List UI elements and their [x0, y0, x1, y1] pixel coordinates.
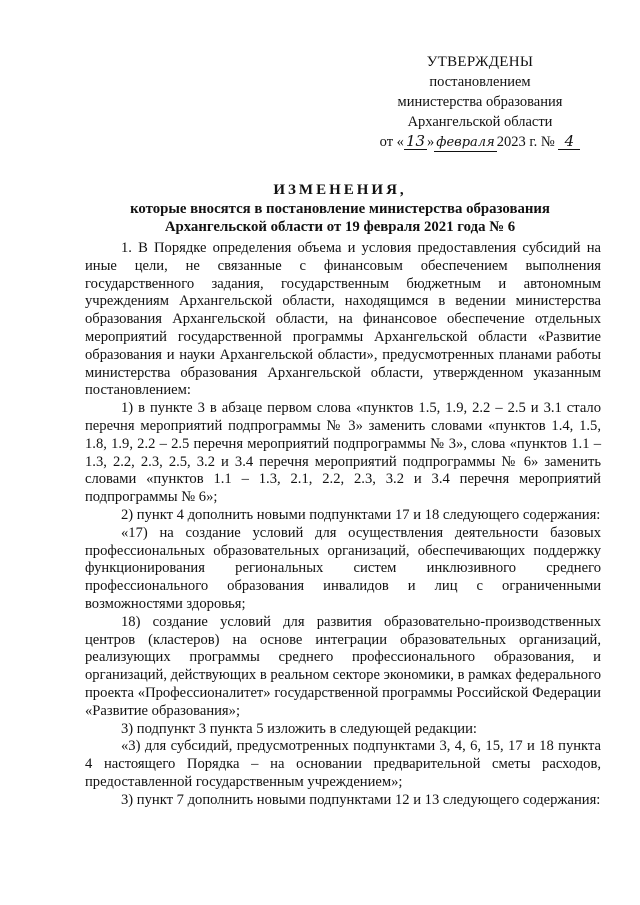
date-mid: »	[427, 134, 435, 150]
paragraph-subitem-17: «17) на создание условий для осуществления деятельности базовых профессиональных образовательных организаций, обеспечивающих поддержку функционирования региональных систем инклюзивного среднего профессионального образования инвалидов и лиц с ограниченными возможностями здоровья;	[85, 524, 601, 612]
approval-line-2: министерства образования	[397, 94, 563, 110]
approval-date-line	[360, 132, 600, 152]
paragraph-subitem-18: 18) создание условий для развития образовательно-производственных центров (кластеров) на основе интеграции образовательных организаций, реализующих программы среднего профессионального образования, и организаций, действующих в реальном секторе экономики, в рамках федерального проекта «Профессионалитет» государственной программы Российской Федерации «Развитие образования»;	[85, 613, 601, 719]
paragraph-quote-3: «3) для субсидий, предусмотренных подпунктами 3, 4, 6, 15, 17 и 18 пункта 4 настоящего Порядка – на основании предварительной сметы расходов, предоставленной государственным учреждением»;	[85, 738, 601, 790]
handwritten-number: 4	[558, 133, 580, 150]
paragraph-item-1: 1) в пункте 3 в абзаце первом слова «пунктов 1.5, 1.9, 2.2 – 2.5 и 3.1 стало перечня мероприятий подпрограммы № 3» заменить словами «пунктов 1.4, 1.5, 1.8, 1.9, 2.2 – 2.5 перечня мероприятий подпрограммы № 3», слова «пунктов 1.1 – 1.3, 2.2, 2.3, 2.5, 3.2 и 3.4 перечня мероприятий подпрограммы № 6» заменить словами «пунктов 1.1 – 1.3, 2.1, 2.2, 2.3, 3.2 и 3.4 перечня мероприятий подпрограммы № 6»;	[85, 400, 601, 506]
handwritten-day: 13	[405, 132, 426, 150]
subtitle-line-2: Архангельской области от 19 февраля 2021 года № 6	[164, 219, 516, 235]
approval-line-1: постановлением	[429, 74, 531, 90]
approval-line-3: Архангельской области	[407, 114, 553, 130]
date-year: 2023 г. №	[496, 134, 555, 150]
approval-stamp	[360, 52, 600, 152]
subtitle-line-1: которые вносятся в постановление министерства образования	[130, 201, 550, 217]
paragraph-item-2: 2) пункт 4 дополнить новыми подпунктами 17 и 18 следующего содержания:	[121, 506, 601, 523]
date-prefix: от «	[379, 134, 404, 150]
document-body	[85, 240, 601, 810]
document-title: ИЗМЕНЕНИЯ,	[273, 182, 407, 198]
approval-heading: УТВЕРЖДЕНЫ	[426, 54, 534, 70]
paragraph-intro: 1. В Порядке определения объема и условия предоставления субсидий на иные цели, не связанные с финансовым обеспечением выполнения государственного задания, государственным бюджетным и автономным учреждениям Архангельской области, находящимся в ведении министерства образования Архангельской области, на финансовое обеспечение отдельных мероприятий государственной программы Архангельской области «Развитие образования и науки Архангельской области», предусмотренных планами работы министерства образования Архангельской области, утвержденном указанным постановлением:	[85, 240, 601, 399]
document-subtitle	[80, 200, 600, 236]
paragraph-item-3: 3) подпункт 3 пункта 5 изложить в следующей редакции:	[121, 720, 477, 737]
handwritten-month: февраля	[436, 135, 495, 150]
paragraph-item-3b: 3) пункт 7 дополнить новыми подпунктами 12 и 13 следующего содержания:	[121, 791, 601, 808]
